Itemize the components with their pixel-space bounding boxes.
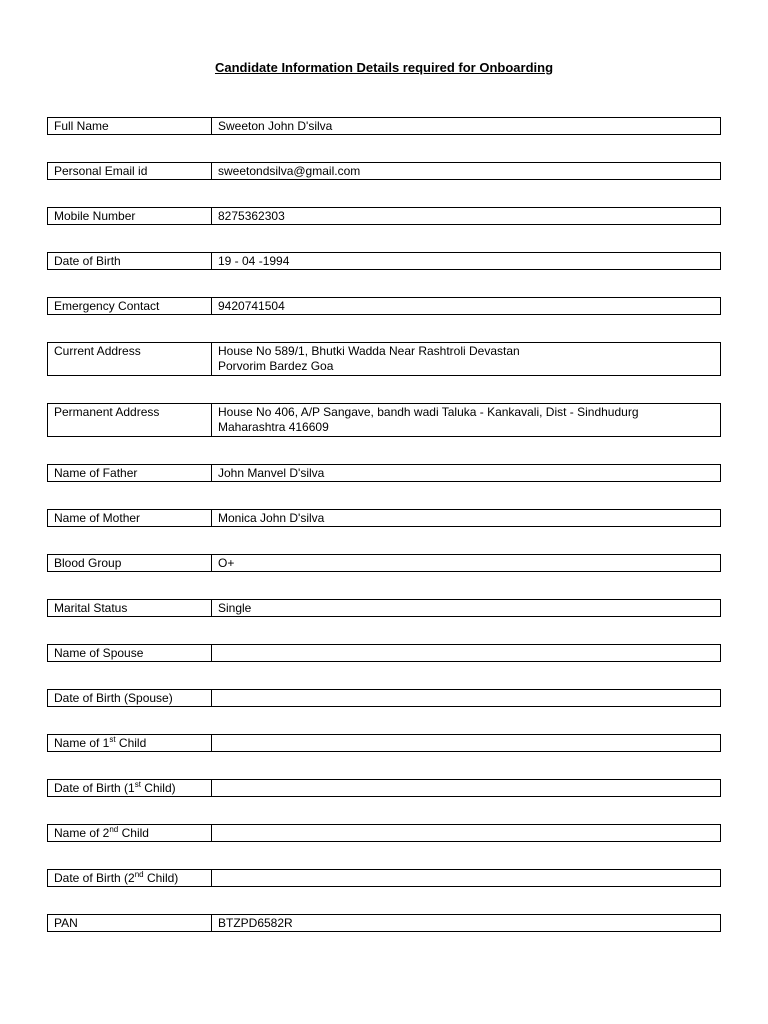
row-name-of-mother [47,509,721,527]
row-name-of-spouse [47,644,721,662]
row-label: Name of Mother [48,510,212,526]
row-name-first-child [47,734,721,752]
row-label: Blood Group [48,555,212,571]
row-value [212,690,720,706]
row-mobile-number [47,207,721,225]
row-label: Mobile Number [48,208,212,224]
row-value: 19 - 04 -1994 [218,254,290,268]
row-value: 8275362303 [218,209,285,223]
row-dob-first-child [47,779,721,797]
row-pan [47,914,721,932]
row-label: Personal Email id [48,163,212,179]
row-label: Full Name [48,118,212,134]
row-marital-status [47,599,721,617]
row-label: Date of Birth (2nd Child) [48,870,212,886]
row-label: Emergency Contact [48,298,212,314]
row-value: House No 589/1, Bhutki Wadda Near Rashtroli Devastan Porvorim Bardez Goa [218,344,520,373]
row-label: Name of Spouse [48,645,212,661]
row-value [212,825,720,841]
row-value: John Manvel D'silva [218,466,325,480]
row-label: Name of 2nd Child [48,825,212,841]
row-label: Permanent Address [48,404,212,436]
row-value [212,780,720,796]
row-value: Monica John D'silva [218,511,325,525]
row-value [212,645,720,661]
row-permanent-address [47,403,721,437]
row-label: PAN [48,915,212,931]
row-label: Marital Status [48,600,212,616]
row-value: Sweeton John D'silva [218,119,333,133]
row-value: O+ [218,556,235,570]
row-value: House No 406, A/P Sangave, bandh wadi Taluka - Kankavali, Dist - Sindhudurg Maharashtra 416609 [218,405,639,434]
row-dob-spouse [47,689,721,707]
row-date-of-birth [47,252,721,270]
row-name-second-child [47,824,721,842]
row-value: BTZPD6582R [218,916,293,930]
row-label: Current Address [48,343,212,375]
row-emergency-contact [47,297,721,315]
row-value [212,735,720,751]
row-personal-email [47,162,721,180]
row-name-of-father [47,464,721,482]
row-label: Date of Birth (Spouse) [48,690,212,706]
row-label: Name of 1st Child [48,735,212,751]
row-full-name [47,117,721,135]
row-dob-second-child [47,869,721,887]
form-title: Candidate Information Details required for Onboarding [214,60,554,75]
row-label: Date of Birth [48,253,212,269]
row-value [212,870,720,886]
row-value: Single [218,601,252,615]
row-label: Name of Father [48,465,212,481]
row-label: Date of Birth (1st Child) [48,780,212,796]
row-blood-group [47,554,721,572]
row-current-address [47,342,721,376]
row-value: sweetondsilva@gmail.com [218,164,361,178]
row-value: 9420741504 [218,299,285,313]
